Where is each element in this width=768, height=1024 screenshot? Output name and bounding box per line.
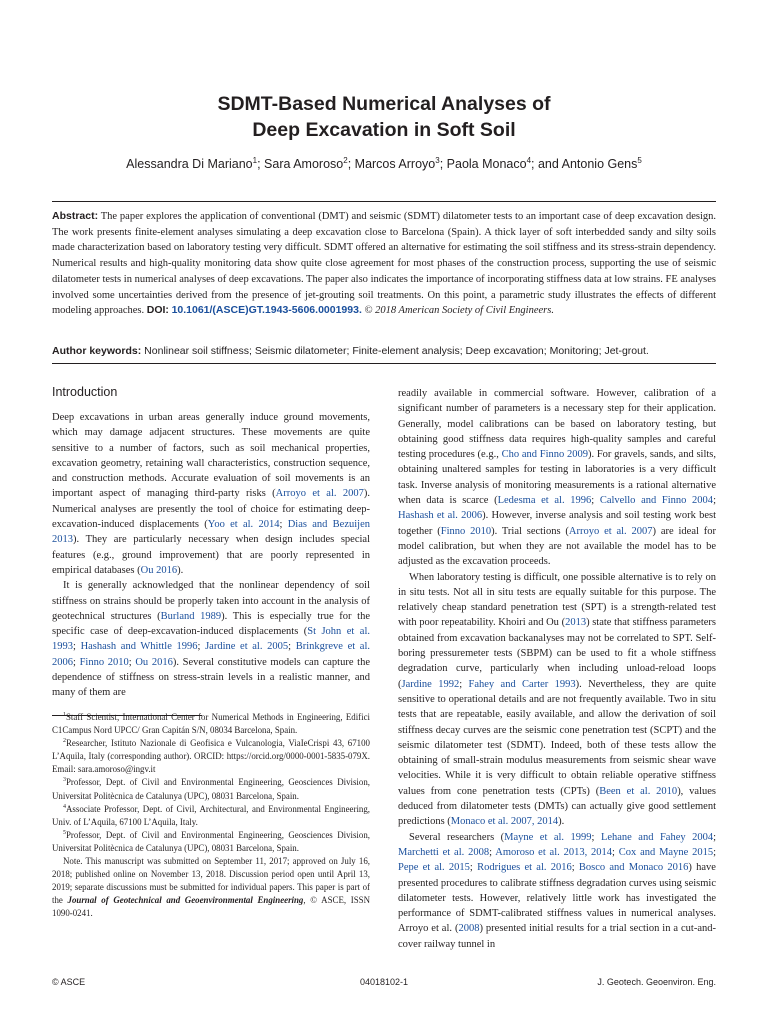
- citation-link[interactable]: Mayne et al. 1999: [504, 831, 592, 843]
- citation-link[interactable]: Ou 2016: [135, 656, 173, 668]
- citation-link[interactable]: 2013: [565, 617, 587, 629]
- citation-link[interactable]: Finno 2010: [79, 656, 129, 668]
- citation-link[interactable]: Been et al. 2010: [599, 785, 678, 797]
- author-name: Marcos Arroyo: [354, 157, 436, 171]
- citation-link[interactable]: Hashash and Whittle 1996: [80, 641, 198, 653]
- footnote-item: $^2$Researcher, Istituto Nazionale di Geofisica e Vulcanologia, ViaIeCrispi 43, 67100 L’Aquila, Italy (corresponding author). ORCID: https://orcid.org/0000-0001-5835-079X. Email: sara.amoroso@ingv.it: [52, 738, 370, 775]
- author-name: Alessandra Di Mariano: [126, 157, 253, 171]
- citation-link[interactable]: Lehane and Fahey 2004: [600, 831, 714, 843]
- citation-link[interactable]: Cox and Mayne 2015: [618, 846, 714, 858]
- citation-link[interactable]: Dias and Bezuijen 2013: [52, 519, 370, 546]
- citation-link[interactable]: 2008: [458, 923, 480, 935]
- citation-link[interactable]: Marchetti et al. 2008: [398, 846, 490, 858]
- footnotes: [52, 711, 370, 921]
- doi-label: DOI:: [146, 304, 169, 317]
- author-name: Antonio Gens: [561, 157, 638, 171]
- citation-link[interactable]: Jardine 1992: [401, 678, 460, 690]
- abstract-label: Abstract:: [52, 210, 99, 222]
- citation-link[interactable]: Rodrigues et al. 2016: [477, 862, 572, 874]
- citation-link[interactable]: Monaco et al. 2007, 2014: [450, 816, 559, 828]
- citation-link[interactable]: Brinkgreve et al. 2006: [52, 641, 370, 668]
- citation-link[interactable]: Calvello and Finno 2004: [599, 495, 714, 507]
- citation-link[interactable]: Hashash et al. 2006: [398, 510, 483, 522]
- affiliation-mark: 5: [637, 156, 642, 165]
- footnote-mark: 5: [63, 829, 66, 836]
- right-column: [398, 386, 716, 952]
- footnote-mark: 1: [63, 712, 66, 718]
- footnote-item: $^5$Professor, Dept. of Civil and Environmental Engineering, Geosciences Division, Universitat Politècnica de Catalunya (UPC), 08031 Barcelona, Spain.: [52, 829, 370, 853]
- body-paragraph-insitu: When laboratory testing is difficult, one possible alternative is to rely on in situ tests. Not all in situ tests are equally suitable for this purpose. The relatively cheap standard penetration test (SPT) is a strength-related test with poor repeatability. Khoiri and Ou (2013) state that stiffness parameters obtained from excavation backanalyses may not be correlated to SPT. Self-boring pressuremeter tests (SBPM) can be used to fit a whole stiffness degradation curve, particularly when including unload-reload loops (Jardine 1992; Fahey and Carter 1993). Nevertheless, they are quite sensitive to operational details and are not frequently available. Two in situ tests that are repeatable, easily available, and allow the derivation of soil stiffness decay curves are the seismic cone penetration test (SCPT) and the seismic dilatometer test (SDMT). Indeed, both of these tests allow the obtaining of small-strain modulus measurements from seismic shear wave velocities. While it is very difficult to obtain reliable operative stiffness values from cone penetration tests (CPTs) (Been et al. 2010), values deduced from dilatometer tests (DMTs) can actually give good settlement predictions (Monaco et al. 2007, 2014).: [398, 571, 717, 828]
- citation-link[interactable]: Ou 2016: [140, 564, 178, 576]
- body-paragraph-continued: readily available in commercial software. However, calibration of a significant number of parameters is a necessary step for their application. Generally, model calibrations can be based on laboratory testing, but obtaining good stiffness data requires high-quality samples and careful testing procedures (e.g., Cho and Finno 2009). For gravels, sands, and silts, obtaining unaltered samples for testing in laboratories is a very difficult task. Inverse analysis of monitoring measurements is a rational alternative when data is scarce (Ledesma et al. 1996; Calvello and Finno 2004; Hashash et al. 2006). However, inverse analysis and soil testing work best together (Finno 2010). Trial sections (Arroyo et al. 2007) are ideal for model calibration, but when they are not available the model has to be adjusted as the excavation proceeds.: [398, 388, 717, 568]
- copyright-notice: © 2018 American Society of Civil Engineers.: [364, 305, 554, 317]
- footnote-mark: 3: [63, 777, 66, 784]
- body-paragraph-researchers: Several researchers (Mayne et al. 1999; Lehane and Fahey 2004; Marchetti et al. 2008; Amoroso et al. 2013, 2014; Cox and Mayne 2015; Pepe et al. 2015; Rodrigues et al. 2016; Bosco and Monaco 2016) have presented procedures to calibrate stiffness degradation curves using seismic dilatometer tests. However, relatively little work has investigated the performance of SDMT-calibrated stiffness values in numerical analyses. Arroyo et al. (2008) presented initial results for a trial section in a cut-and-cover railway tunnel in: [398, 831, 717, 950]
- intro-paragraph-1: Deep excavations in urban areas generally induce ground movements, which may damage adjacent structures. These movements are quite sensitive to a number of factors, such as soil mechanical properties, excavation geometry, retaining wall characteristics, construction sequence, and construction methods. Accurate evaluation of soil movements is an important aspect of managing third-party risks (Arroyo et al. 2007). Numerical analyses are presently the tool of choice for estimating deep-excavation-induced displacements (Yoo et al. 2014; Dias and Bezuijen 2013). They are particularly necessary when design includes special features (e.g., ground improvement) that are poorly represented in empirical databases (Ou 2016).: [52, 412, 370, 576]
- footnote-mark: 2: [63, 738, 66, 745]
- title-line-1: SDMT-Based Numerical Analyses of: [217, 93, 551, 115]
- citation-link[interactable]: Finno 2010: [440, 525, 492, 537]
- keywords-label: Author keywords:: [52, 345, 142, 357]
- page-title: [0, 91, 768, 143]
- citation-link[interactable]: Amoroso et al. 2013, 2014: [495, 846, 613, 858]
- affiliation-mark: 3: [435, 156, 440, 165]
- citation-link[interactable]: Fahey and Carter 1993: [468, 678, 576, 690]
- citation-link[interactable]: Arroyo et al. 2007: [275, 488, 364, 500]
- footer-publisher: © ASCE: [52, 977, 86, 987]
- affiliation-mark: 1: [252, 156, 258, 165]
- top-divider: [52, 201, 716, 202]
- citation-link[interactable]: Jardine et al. 2005: [205, 641, 289, 653]
- citation-link[interactable]: St John et al. 1993: [52, 626, 370, 653]
- author-list: Alessandra Di Mariano$^1$; Sara Amoroso$^2$; Marcos Arroyo$^3$; Paola Monaco$^4$; and Antonio Gens$^5$: [126, 156, 642, 171]
- footnote-item: $^4$Associate Professor, Dept. of Civil, Architectural, and Environmental Engineering, Univ. of L’Aquila, 67100 L’Aquila, Italy.: [52, 803, 370, 827]
- abstract-text: The paper explores the application of conventional (DMT) and seismic (SDMT) dilatometer tests to an important case of deep excavation design. The work presents finite-element analyses simulating a deep excavation close to Barcelona (Spain). A thick layer of soft interbedded sandy and silty soils made characterization based on laboratory testing very difficult. SDMT offered an alternative for estimating the soil stiffness and its stress-strain dependency. Numerical results and high-quality monitoring data show quite close agreement for most phases of the construction process, supporting the use of seismic dilatometer tests in numerical analyses of deep excavations. The paper also indicates the importance of incorporating stiffness data at low strains. FE analyses involved some uncertainties derived from the presence of jet-grouting soil treatments. On this point, a parametric study illustrates the effects of different modeling approaches.: [52, 211, 716, 317]
- footnote-item: $^3$Professor, Dept. of Civil and Environmental Engineering, Geosciences Division, Universitat Politècnica de Catalunya (UPC), 08031 Barcelona, Spain.: [52, 777, 370, 801]
- section-heading-introduction: Introduction: [52, 385, 118, 399]
- page-number: 04018102-1: [359, 977, 409, 987]
- citation-link[interactable]: Cho and Finno 2009: [501, 449, 588, 461]
- left-column: [52, 384, 370, 701]
- intro-paragraph-2: It is generally acknowledged that the nonlinear dependency of soil stiffness on strains should be properly taken into account in the analysis of geotechnical structures (Burland 1989). This is especially true for the specific case of deep-excavation-induced displacements (St John et al. 1993; Hashash and Whittle 1996; Jardine et al. 2005; Brinkgreve et al. 2006; Finno 2010; Ou 2016). Several constitutive models can capture the dependence of stiffness on stress-strain levels in a realistic manner, and many of them are: [52, 580, 371, 699]
- citation-link[interactable]: Pepe et al. 2015: [398, 862, 470, 874]
- author-keywords: [52, 344, 716, 359]
- citation-link[interactable]: Ledesma et al. 1996: [497, 495, 592, 507]
- abstract: [52, 209, 716, 319]
- footer-journal: J. Geotech. Geoenviron. Eng.: [597, 977, 716, 987]
- keywords-text: Nonlinear soil stiffness; Seismic dilatometer; Finite-element analysis; Deep excavation; Monitoring; Jet-grout.: [141, 345, 649, 357]
- keywords-divider: [52, 363, 716, 364]
- affiliation-mark: 4: [526, 156, 532, 165]
- citation-link[interactable]: Yoo et al. 2014: [207, 519, 280, 531]
- journal-name: Journal of Geotechnical and Geoenvironmental Engineering: [67, 895, 304, 906]
- footnote-item: $^1$Staff Scientist, International Center for Numerical Methods in Engineering, Edifici C1Campus Nord UPCC/ Gran Capitán S/N, 08034 Barcelona, Spain.: [52, 712, 370, 736]
- manuscript-note: Note. This manuscript was submitted on September 11, 2017; approved on July 16, 2018; published online on November 13, 2018. Discussion period open until April 13, 2019; separate discussions must be submitted for individual papers. This paper is part of the Journal of Geotechnical and Geoenvironmental Engineering, © ASCE, ISSN 1090-0241.: [52, 856, 370, 919]
- author-name: Paola Monaco: [446, 157, 527, 171]
- citation-link[interactable]: Burland 1989: [160, 610, 222, 622]
- doi-link[interactable]: 10.1061/(ASCE)GT.1943-5606.0001993.: [171, 304, 362, 317]
- affiliation-footnotes: [52, 711, 370, 855]
- author-name: Sara Amoroso: [264, 157, 344, 171]
- citation-link[interactable]: Arroyo et al. 2007: [568, 525, 653, 537]
- citation-link[interactable]: Bosco and Monaco 2016: [578, 862, 689, 874]
- footnote-mark: 4: [63, 803, 66, 810]
- title-line-2: Deep Excavation in Soft Soil: [252, 119, 516, 141]
- affiliation-mark: 2: [343, 156, 348, 165]
